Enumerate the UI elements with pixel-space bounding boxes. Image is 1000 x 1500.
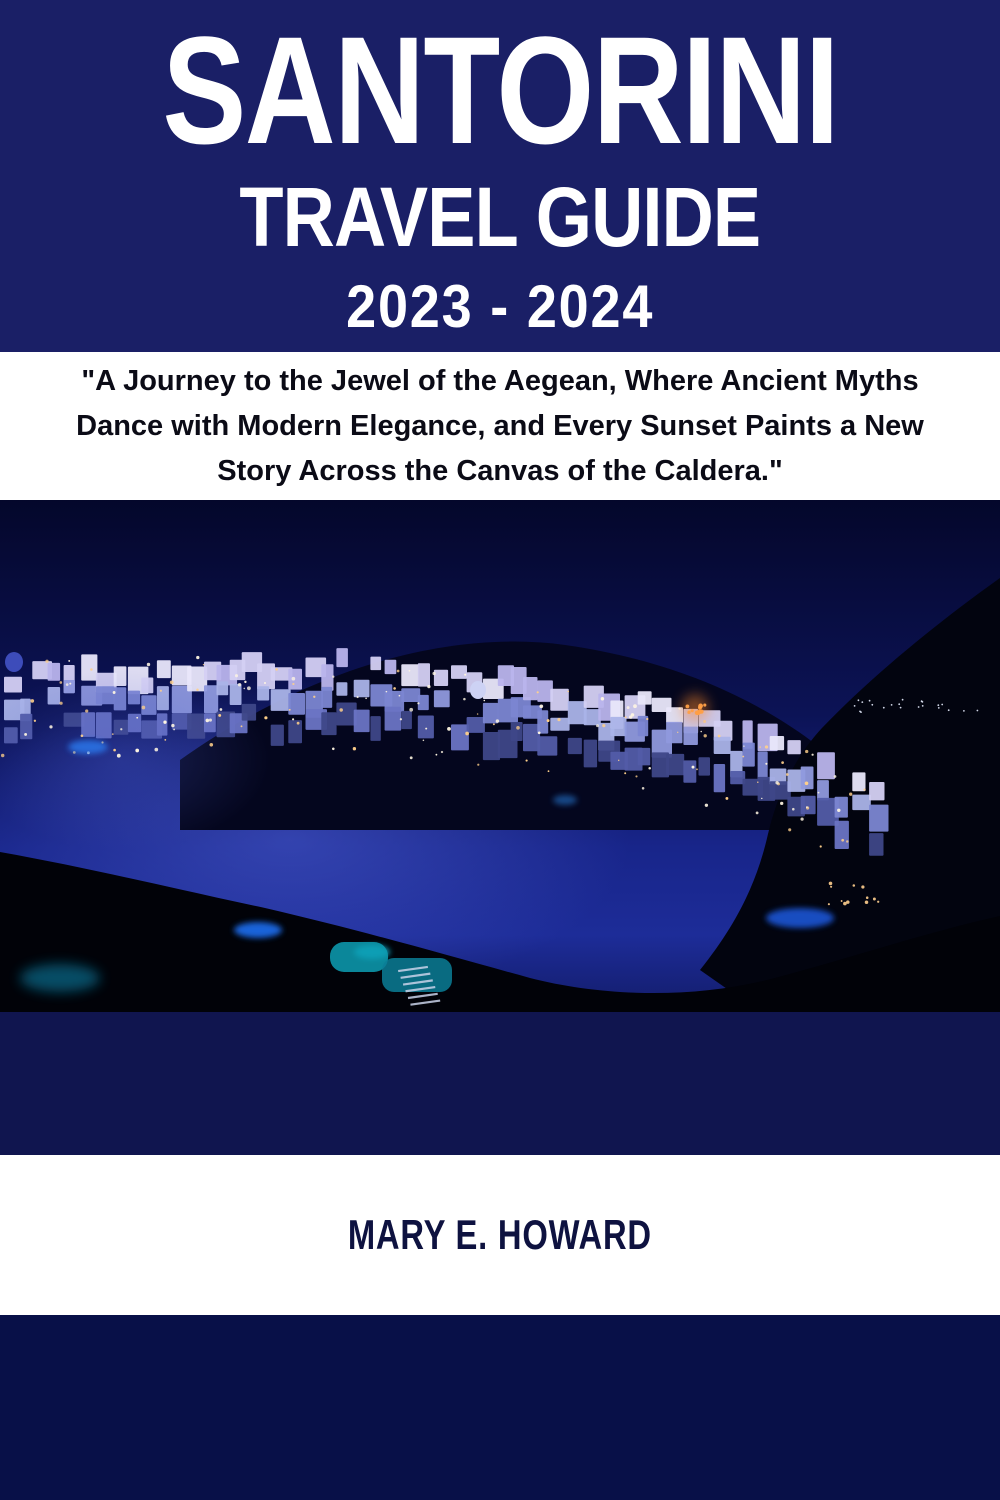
tagline-band (0, 352, 1000, 500)
title-block (0, 0, 1000, 352)
divider-band (0, 1012, 1000, 1155)
santorini-night-photo (0, 500, 1000, 1012)
book-title: SANTORINI (162, 4, 838, 176)
tagline-line-2: Dance with Modern Elegance, and Every Sunset Paints a New (76, 409, 924, 442)
tagline-line-3: Story Across the Canvas of the Caldera." (217, 454, 783, 487)
author-band (0, 1155, 1000, 1315)
night-scene-illustration (0, 500, 1000, 1012)
edition-years: 2023 - 2024 (345, 273, 655, 340)
tagline-line-1: "A Journey to the Jewel of the Aegean, Where Ancient Myths (81, 364, 919, 397)
book-subtitle: TRAVEL GUIDE (239, 170, 761, 264)
author-name: MARY E. HOWARD (348, 1211, 652, 1258)
footer-band (0, 1315, 1000, 1500)
